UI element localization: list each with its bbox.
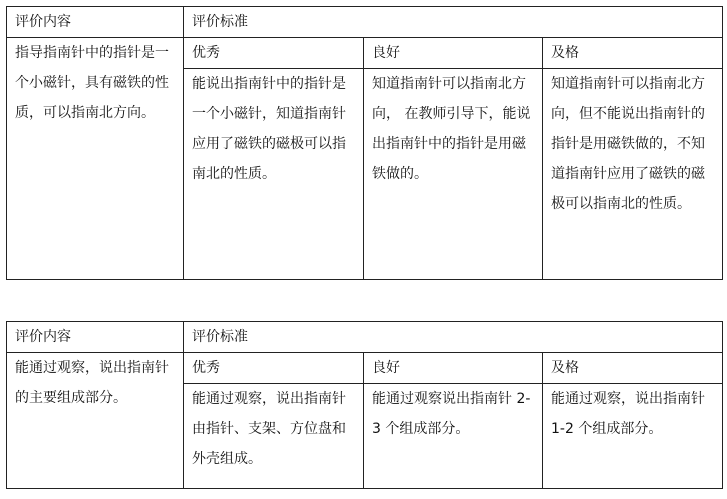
evaluation-content-cell: 指导指南针中的指针是一个小磁针，具有磁铁的性质，可以指南北方向。: [7, 38, 184, 280]
level-good-description: 知道指南针可以指南北方向， 在教师引导下，能说出指南针中的指针是用磁铁做的。: [364, 69, 543, 280]
rubric-table-2: [6, 321, 723, 489]
table-row: [7, 353, 723, 384]
table-header-row: [7, 322, 723, 353]
level-good-description: 能通过观察说出指南针 2-3 个组成部分。: [364, 384, 543, 489]
level-pass-label: 及格: [543, 38, 723, 69]
table-row: [7, 38, 723, 69]
evaluation-criteria-header: 评价标准: [184, 322, 723, 353]
evaluation-content-cell: 能通过观察，说出指南针的主要组成部分。: [7, 353, 184, 489]
level-excellent-description: 能说出指南针中的指针是一个小磁针，知道指南针应用了磁铁的磁极可以指南北的性质。: [184, 69, 364, 280]
evaluation-criteria-header: 评价标准: [184, 7, 723, 38]
level-excellent-description: 能通过观察，说出指南针由指针、支架、方位盘和外壳组成。: [184, 384, 364, 489]
evaluation-content-header: 评价内容: [7, 322, 184, 353]
level-pass-description: 知道指南针可以指南北方向，但不能说出指南针的指针是用磁铁做的，不知道指南针应用了磁铁的磁极可以指南北的性质。: [543, 69, 723, 280]
table-header-row: [7, 7, 723, 38]
level-excellent-label: 优秀: [184, 353, 364, 384]
level-good-label: 良好: [364, 353, 543, 384]
level-good-label: 良好: [364, 38, 543, 69]
rubric-table-1: [6, 6, 723, 280]
level-pass-label: 及格: [543, 353, 723, 384]
evaluation-content-header: 评价内容: [7, 7, 184, 38]
level-pass-description: 能通过观察，说出指南针 1-2 个组成部分。: [543, 384, 723, 489]
level-excellent-label: 优秀: [184, 38, 364, 69]
